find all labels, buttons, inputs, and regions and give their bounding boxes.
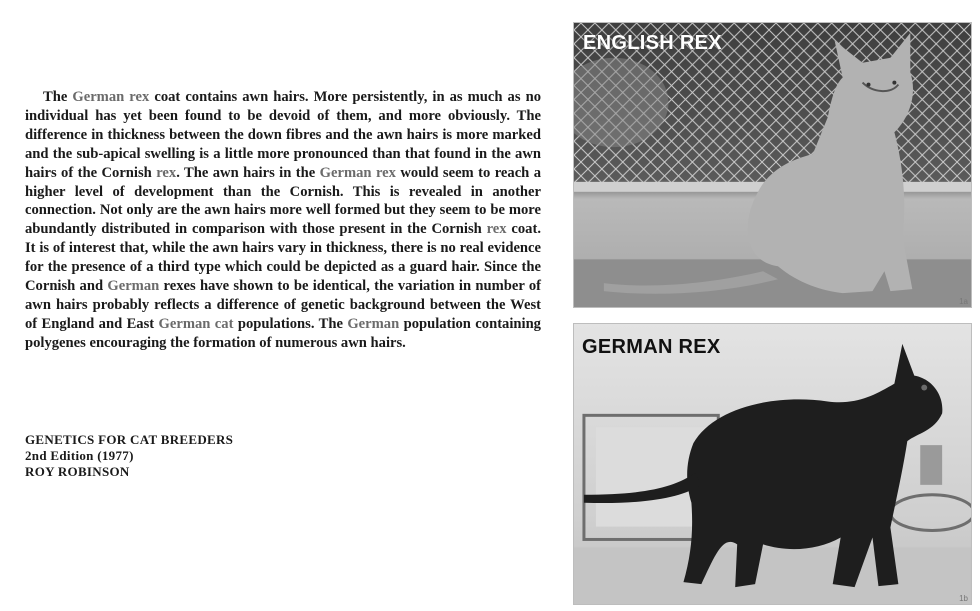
- german-rex-title: GERMAN REX: [582, 336, 721, 358]
- article-paragraph: [25, 88, 541, 353]
- book-credits: [25, 432, 233, 480]
- highlighted-term: German cat: [158, 315, 234, 332]
- english-rex-photo: [573, 22, 972, 308]
- text-segment: coat contains awn hairs. More persistently, in as much as no individual has yet been found to be devoid of them, and more obviously. The difference in thickness between the down fibres and the awn hairs is more marked and the sub-apical swelling is a little more pronounced than that found in the awn hairs of the Cornish: [25, 89, 541, 181]
- german-rex-photo: [573, 323, 972, 605]
- plate-number: 1a: [959, 297, 968, 306]
- text-segment: populations. The: [233, 315, 348, 332]
- book-edition: 2nd Edition (1977): [25, 448, 134, 463]
- english-rex-cat-image: [574, 23, 971, 307]
- book-author: ROY ROBINSON: [25, 464, 130, 479]
- highlighted-term: rex: [486, 221, 507, 238]
- german-rex-cat-image: [574, 324, 971, 604]
- english-rex-title: ENGLISH REX: [583, 32, 722, 54]
- text-segment: coat. It is of interest that, while the awn hairs vary in thickness, there is no real evidence for the presence of a third type which could be depicted as a guard hair. Since the Cornish and: [25, 221, 541, 295]
- book-title: GENETICS FOR CAT BREEDERS: [25, 432, 234, 447]
- text-segment: population containing polygenes encouraging the formation of numerous awn hairs.: [25, 315, 541, 351]
- highlighted-term: German: [347, 315, 400, 332]
- highlighted-term: rex: [156, 164, 177, 181]
- highlighted-term: German rex: [72, 89, 150, 105]
- highlighted-term: German: [107, 278, 160, 295]
- text-segment: would seem to reach a higher level of development than the Cornish. This is revealed in another connection. Not only are the awn hairs more well formed but they seem to be more abundantly distributed in comparison with those present in the Cornish: [25, 164, 542, 238]
- article-text: [25, 88, 541, 353]
- plate-number: 1b: [959, 594, 968, 603]
- text-segment: . The awn hairs in the: [176, 164, 320, 181]
- text-segment: The: [43, 89, 73, 105]
- text-segment: rexes have shown to be identical, the variation in number of awn hairs probably reflects a difference of genetic background between the West of England and East: [25, 278, 541, 332]
- highlighted-term: German rex: [319, 164, 396, 181]
